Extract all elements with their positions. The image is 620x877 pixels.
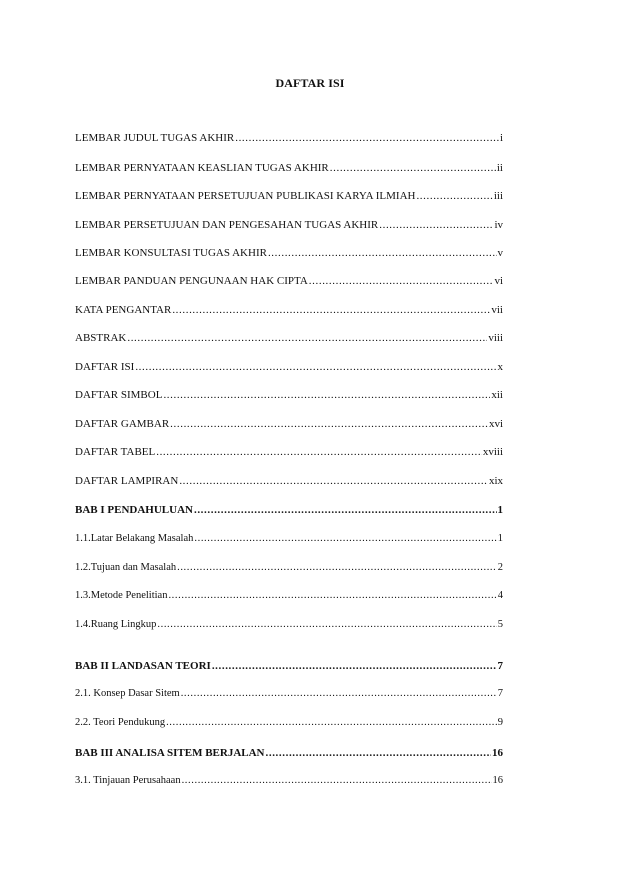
dot-leader	[268, 246, 497, 260]
toc-entry-label: DAFTAR LAMPIRAN	[75, 475, 179, 487]
dot-leader	[127, 331, 487, 345]
toc-entry-page-number: 7	[497, 660, 503, 672]
dot-leader	[379, 218, 493, 232]
toc-entry	[75, 274, 503, 288]
toc-entry	[75, 417, 503, 431]
toc-entry	[75, 445, 503, 459]
dot-leader	[194, 532, 496, 546]
toc-entry-label: LEMBAR PANDUAN PENGUNAAN HAK CIPTA	[75, 275, 308, 287]
toc-entry-page-number: xvi	[488, 418, 503, 430]
toc-entry-label: 2.1. Konsep Dasar Sitem	[75, 688, 180, 699]
toc-entry-label: 1.2.Tujuan dan Masalah	[75, 562, 177, 573]
toc-entry-label: LEMBAR PERNYATAAN PERSETUJUAN PUBLIKASI KARYA ILMIAH	[75, 190, 416, 202]
toc-entry-page-number: iii	[493, 190, 503, 202]
dot-leader	[182, 774, 492, 788]
toc-entry	[75, 532, 503, 546]
toc-entry-page-number: 5	[497, 619, 503, 630]
toc-entry	[75, 659, 503, 673]
toc-entry-page-number: xii	[491, 389, 503, 401]
toc-entry-page-number: 1	[497, 533, 503, 544]
dot-leader	[135, 360, 496, 374]
dot-leader	[181, 687, 497, 701]
toc-entry-label: KATA PENGANTAR	[75, 304, 172, 316]
toc-entry	[75, 589, 503, 603]
toc-entry-page-number: vii	[491, 304, 503, 316]
toc-entry-page-number: 16	[492, 775, 503, 786]
toc-entry	[75, 388, 503, 402]
toc-entry-label: ABSTRAK	[75, 332, 127, 344]
toc-entry	[75, 687, 503, 701]
toc-entry-page-number: v	[497, 247, 503, 259]
toc-entry	[75, 331, 503, 345]
toc-entry	[75, 189, 503, 203]
dot-leader	[157, 618, 496, 632]
dot-leader	[172, 303, 490, 317]
toc-entry-label: LEMBAR KONSULTASI TUGAS AKHIR	[75, 247, 267, 259]
toc-entry	[75, 561, 503, 575]
toc-entry	[75, 303, 503, 317]
toc-entry-label: LEMBAR JUDUL TUGAS AKHIR	[75, 132, 235, 144]
toc-entry	[75, 218, 503, 232]
toc-entry-page-number: ii	[496, 162, 503, 174]
toc-entry-page-number: 4	[497, 590, 503, 601]
toc-entry	[75, 774, 503, 788]
toc-entry	[75, 131, 503, 145]
toc-entry-page-number: xviii	[482, 446, 503, 458]
page-title: DAFTAR ISI	[275, 76, 345, 90]
toc-entry-label: BAB II LANDASAN TEORI	[75, 660, 211, 672]
dot-leader	[309, 274, 494, 288]
toc-entry-label: LEMBAR PERSETUJUAN DAN PENGESAHAN TUGAS AKHIR	[75, 219, 379, 231]
dot-leader	[179, 474, 488, 488]
toc-entry-page-number: 2	[497, 562, 503, 573]
toc-entry	[75, 503, 503, 517]
toc-entry-label: 1.3.Metode Penelitian	[75, 590, 168, 601]
toc-entry-page-number: 1	[497, 504, 503, 516]
toc-entry-label: 1.1.Latar Belakang Masalah	[75, 533, 194, 544]
toc-entry-label: BAB III ANALISA SITEM BERJALAN	[75, 747, 265, 759]
toc-entry-page-number: iv	[494, 219, 503, 231]
toc-entry	[75, 474, 503, 488]
dot-leader	[266, 746, 492, 760]
toc-entry-label: 3.1. Tinjauan Perusahaan	[75, 775, 181, 786]
dot-leader	[416, 189, 492, 203]
dot-leader	[235, 131, 499, 145]
dot-leader	[177, 561, 497, 575]
toc-entry-label: DAFTAR TABEL	[75, 446, 156, 458]
toc-entry	[75, 746, 503, 760]
dot-leader	[212, 659, 497, 673]
toc-entry-page-number: 16	[492, 747, 503, 759]
toc-entry-label: DAFTAR SIMBOL	[75, 389, 163, 401]
toc-entry-label: DAFTAR ISI	[75, 361, 135, 373]
toc-entry	[75, 360, 503, 374]
dot-leader	[166, 716, 497, 730]
toc-entry-page-number: vi	[494, 275, 503, 287]
toc-entry-page-number: viii	[488, 332, 503, 344]
dot-leader	[156, 445, 482, 459]
toc-entry-label: 2.2. Teori Pendukung	[75, 717, 166, 728]
toc-entry-label: LEMBAR PERNYATAAN KEASLIAN TUGAS AKHIR	[75, 162, 329, 174]
dot-leader	[330, 161, 496, 175]
toc-entry-page-number: 9	[497, 717, 503, 728]
dot-leader	[194, 503, 497, 517]
toc-entry-label: DAFTAR GAMBAR	[75, 418, 170, 430]
dot-leader	[170, 417, 488, 431]
toc-entry	[75, 716, 503, 730]
toc-entry-label: BAB I PENDAHULUAN	[75, 504, 193, 516]
toc-entry-label: 1.4.Ruang Lingkup	[75, 619, 157, 630]
toc-entry-page-number: 7	[497, 688, 503, 699]
dot-leader	[168, 589, 496, 603]
toc-entry	[75, 618, 503, 632]
toc-entry	[75, 246, 503, 260]
toc-entry	[75, 161, 503, 175]
toc-entry-page-number: x	[497, 361, 503, 373]
dot-leader	[163, 388, 490, 402]
toc-entry-page-number: i	[499, 132, 503, 144]
toc-entry-page-number: xix	[488, 475, 503, 487]
